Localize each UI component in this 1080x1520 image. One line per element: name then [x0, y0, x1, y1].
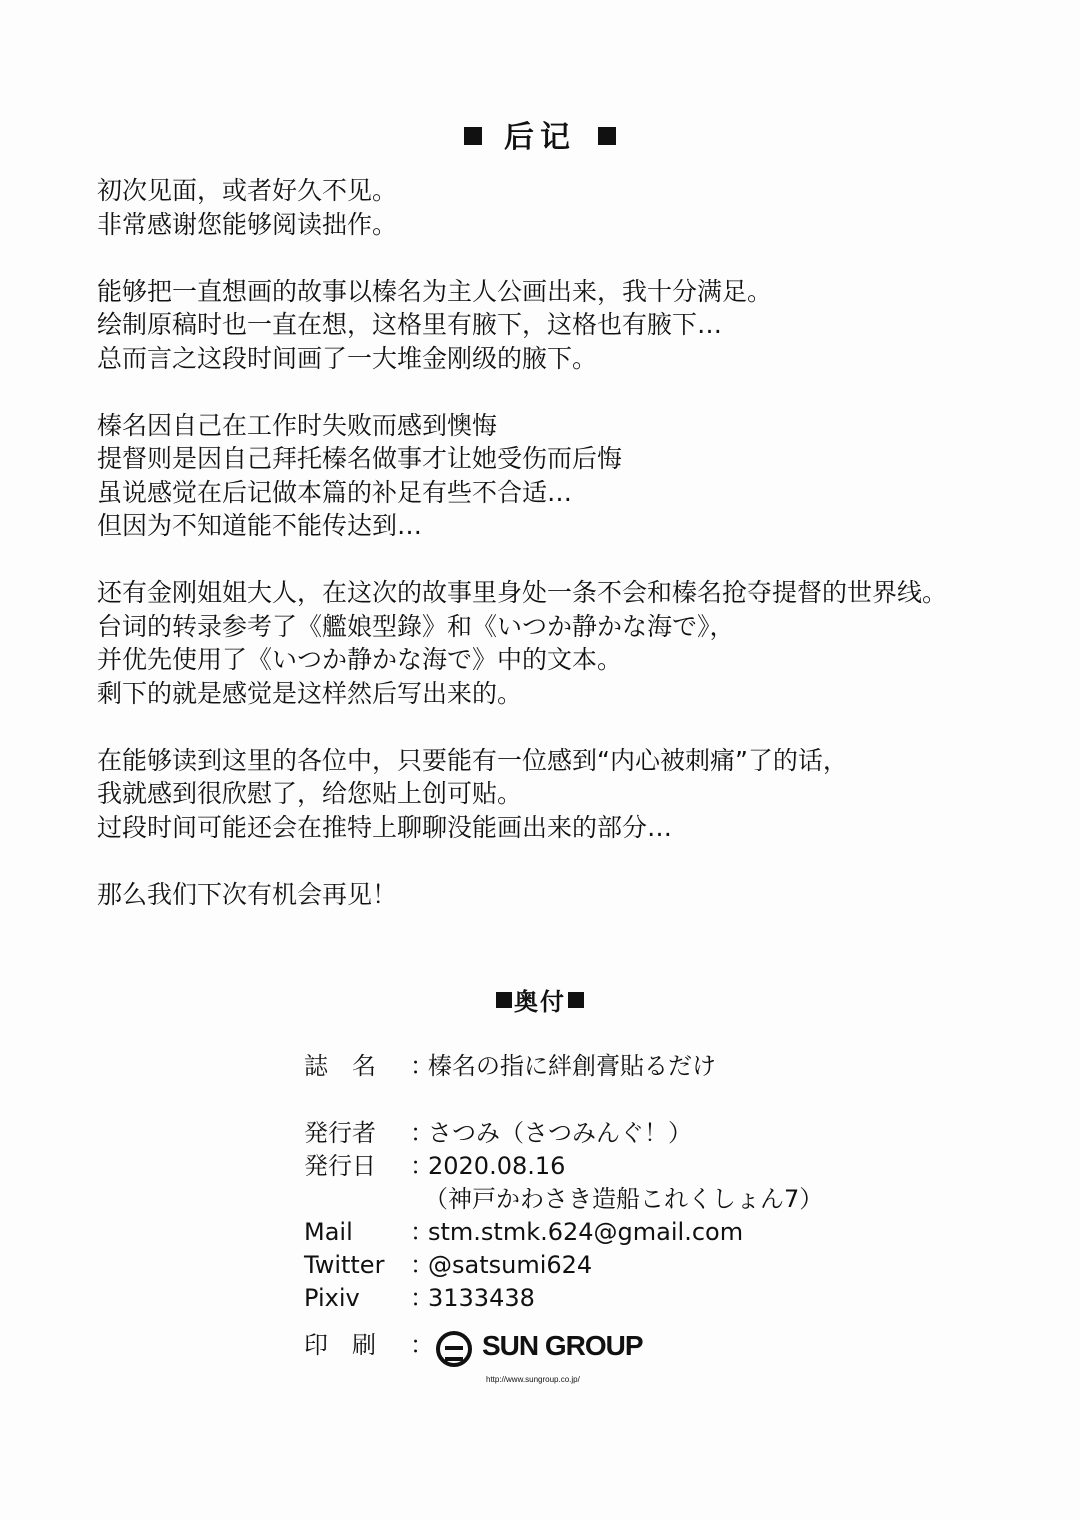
colophon-value: （神戸かわさき造船これくしょん7） — [424, 1185, 824, 1213]
afterword-line: 还有金刚姐姐大人，在这次的故事里身处一条不会和榛名抢夺提督的世界线。 — [97, 578, 948, 607]
afterword-line: 并优先使用了《いつか静かな海で》中的文本。 — [97, 645, 623, 674]
sungroup-mark-icon — [436, 1331, 472, 1367]
afterword-line: 提督则是因自己拜托榛名做事才让她受伤而后悔 — [97, 444, 623, 473]
colophon-separator: ： — [410, 1284, 434, 1312]
afterword-line: 我就感到很欣慰了，给您贴上创可贴。 — [97, 779, 523, 808]
colophon-value: 榛名の指に絆創膏貼るだけ — [428, 1052, 716, 1080]
colophon-separator: ： — [410, 1119, 434, 1147]
colophon-title: 奥付 — [514, 988, 566, 1016]
afterword-line: 绘制原稿时也一直在想，这格里有腋下，这格也有腋下… — [97, 310, 723, 339]
square-bullet-icon — [496, 992, 512, 1008]
colophon-key: Mail — [304, 1218, 353, 1246]
colophon-separator: ： — [410, 1251, 434, 1279]
afterword-line: 榛名因自己在工作时失败而感到懊悔 — [97, 410, 498, 440]
afterword-line: 但因为不知道能不能传达到… — [97, 511, 423, 540]
afterword-line: 非常感谢您能够阅读拙作。 — [97, 209, 398, 239]
colophon-value: さつみ（さつみんぐ！） — [428, 1119, 692, 1147]
colophon-value: stm.stmk.624@gmail.com — [428, 1218, 744, 1246]
paragraph-gap — [97, 375, 1057, 409]
afterword-line: 在能够读到这里的各位中，只要能有一位感到“内心被刺痛”了的话， — [97, 745, 848, 775]
colophon-heading — [0, 982, 1080, 1017]
colophon-separator: ： — [410, 1331, 434, 1359]
afterword-body — [97, 174, 1057, 911]
square-bullet-icon — [568, 992, 584, 1008]
colophon-separator: ： — [410, 1052, 434, 1080]
colophon-separator: ： — [410, 1218, 434, 1246]
colophon-value: 2020.08.16 — [428, 1152, 566, 1180]
sungroup-logo — [436, 1329, 646, 1384]
square-bullet-icon — [464, 127, 482, 145]
paragraph-gap — [97, 543, 1057, 577]
colophon-value: 3133438 — [428, 1284, 535, 1312]
afterword-line: 初次见面，或者好久不见。 — [97, 176, 398, 205]
square-bullet-icon — [598, 127, 616, 145]
paragraph-gap — [97, 844, 1057, 878]
colophon-key: Twitter — [304, 1251, 385, 1279]
afterword-line: 那么我们下次有机会再见！ — [97, 879, 398, 909]
afterword-line: 虽说感觉在后记做本篇的补足有些不合适… — [97, 477, 573, 507]
colophon-key: Pixiv — [304, 1284, 360, 1312]
colophon-key: 発行日 — [304, 1152, 376, 1180]
colophon-key: 発行者 — [304, 1119, 376, 1147]
afterword-line: 总而言之这段时间画了一大堆金刚级的腋下。 — [97, 343, 598, 373]
logo-url: http://www.sungroup.co.jp/ — [486, 1375, 580, 1384]
afterword-line: 剩下的就是感觉是这样然后写出来的。 — [97, 678, 523, 708]
colophon-separator: ： — [410, 1152, 434, 1180]
logo-text: SUN GROUP — [482, 1330, 643, 1361]
afterword-heading — [0, 112, 1080, 156]
paragraph-gap — [97, 710, 1057, 744]
colophon-key: 印 刷 — [304, 1331, 376, 1359]
colophon-key: 誌 名 — [304, 1052, 376, 1080]
colophon-value: @satsumi624 — [428, 1251, 593, 1279]
afterword-line: 能够把一直想画的故事以榛名为主人公画出来，我十分满足。 — [97, 276, 773, 306]
afterword-line: 台词的转录参考了《艦娘型錄》和《いつか静かな海で》， — [97, 611, 735, 641]
afterword-title: 后记 — [504, 120, 576, 155]
paragraph-gap — [97, 241, 1057, 275]
afterword-line: 过段时间可能还会在推特上聊聊没能画出来的部分… — [97, 812, 673, 842]
